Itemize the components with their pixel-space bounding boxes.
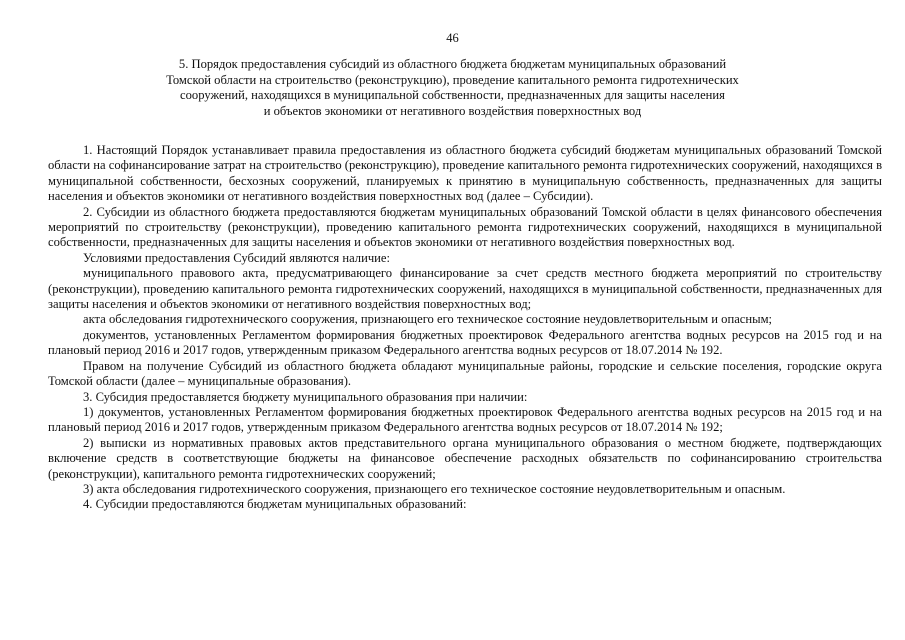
paragraph-documents: документов, установленных Регламентом формирования бюджетных проектировок Федерального агентства водных ресурсов на 2015 год и на плановый период 2016 и 2017 годов, утвержденным приказом Федерального агентства водных ресурсов от 18.07.2014 № 192.: [48, 327, 882, 358]
paragraph-1-purpose: 1. Настоящий Порядок устанавливает правила предоставления из областного бюджета субсидий бюджетам муниципальных образований Томской области на софинансирование затрат на строительство (реконструкцию), проведение капитального ремонта гидротехнических сооружений, находящихся в муниципальной собственности, бесхозных сооружений, планируемых к принятию в муниципальную собственность, предназначенных для защиты населения и объектов экономики от негативного воздействия поверхностных вод (далее – Субсидии).: [48, 143, 883, 204]
paragraph-inspection-act: акта обследования гидротехнического сооружения, признающего его техническое состояние неудовлетворительным и опасным;: [83, 312, 773, 327]
title-line: Томской области на строительство (реконструкцию), проведение капитального ремонта гидротехнических: [166, 72, 739, 87]
document-body: [48, 143, 882, 513]
title-line: сооружений, находящихся в муниципальной собственности, предназначенных для защиты населения: [180, 88, 725, 103]
paragraph-3-requirements: 3. Субсидия предоставляется бюджету муниципального образования при наличии:: [83, 389, 528, 404]
section-title: [0, 57, 905, 119]
page-number: 46: [446, 31, 459, 45]
paragraph-eligibility: Правом на получение Субсидий из областного бюджета обладают муниципальные районы, городские и сельские поселения, городские округа Томской области (далее – муниципальные образования).: [48, 358, 882, 389]
paragraph-municipal-act: муниципального правового акта, предусматривающего финансирование за счет средств местного бюджета мероприятий по строительству (реконструкции), проведению капитального ремонта гидротехнических сооружений, находящихся в муниципальной собственности, предназначенных для защиты населения и объектов экономики от негативного воздействия поверхностных вод;: [48, 266, 882, 312]
paragraph-2-subsidies: 2. Субсидии из областного бюджета предоставляются бюджетам муниципальных образований Томской области в целях финансового обеспечения мероприятий по строительству (реконструкции), проведению капитального ремонта гидротехнических сооружений, находящихся в муниципальной собственности, предназначенных для защиты населения и объектов экономики от негативного воздействия поверхностных вод.: [48, 204, 882, 250]
paragraph-4-provision: 4. Субсидии предоставляются бюджетам муниципальных образований:: [83, 497, 467, 512]
title-line: 5. Порядок предоставления субсидий из областного бюджета бюджетам муниципальных образований: [178, 57, 727, 71]
paragraph-item-2: 2) выписки из нормативных правовых актов представительного органа муниципального образования о местном бюджете, подтверждающих включение средств в соответствующие бюджеты на финансовое обеспечение расходных обязательств по софинансированию строительства (реконструкции), капитального ремонта гидротехнических сооружений;: [48, 435, 882, 481]
paragraph-item-1: 1) документов, установленных Регламентом формирования бюджетных проектировок Федерального агентства водных ресурсов на 2015 год и на плановый период 2016 и 2017 годов, утвержденным приказом Федерального агентства водных ресурсов от 18.07.2014 № 192;: [48, 404, 882, 435]
title-line: и объектов экономики от негативного воздействия поверхностных вод: [263, 103, 642, 118]
paragraph-conditions: Условиями предоставления Субсидий являются наличие:: [83, 250, 390, 265]
paragraph-item-3: 3) акта обследования гидротехнического сооружения, признающего его техническое состояние неудовлетворительным и опасным.: [83, 481, 786, 496]
